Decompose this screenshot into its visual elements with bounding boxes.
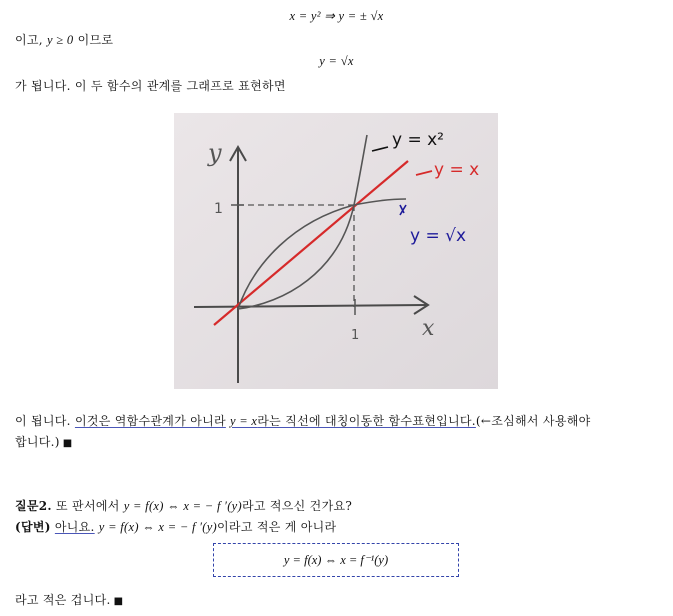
graph-intro-text: 가 됩니다. 이 두 함수의 관계를 그래프로 표현하면 [15, 79, 286, 93]
boxed-equation [213, 543, 459, 577]
question-2-suffix: 라고 적으신 건가요? [241, 499, 353, 513]
paper-background [174, 113, 498, 389]
label-y-sqrt-x: y = √x [410, 226, 467, 246]
tick-x-one-label: 1 [351, 328, 360, 343]
equation-inverse-square: x = y² ⇒ y = ± √x [289, 9, 384, 23]
answer-label: (답변) [15, 520, 51, 534]
result-line-1 [15, 412, 591, 429]
question-2-prefix: 또 판서에서 [56, 499, 120, 513]
result-line2-text: 합니다.) [15, 435, 60, 449]
result-line-2 [15, 433, 73, 450]
condition-line [15, 31, 113, 48]
closing-end-mark: ■ [113, 596, 124, 607]
result-prefix: 이 됩니다. [15, 414, 71, 428]
question-2-math: y = f(x) ⇔ x = − f ′(y) [123, 499, 242, 513]
result-math: y = x [230, 414, 258, 428]
label-y-x-squared: y = x² [392, 130, 444, 150]
condition-math: y ≥ 0 [47, 33, 74, 47]
condition-suffix: 이므로 [77, 33, 114, 47]
closing-line [15, 591, 123, 608]
result-underlined-1: 이것은 역함수관계가 아니라 [74, 414, 226, 428]
axis-y-label: y [208, 139, 222, 167]
answer-suffix: 이라고 적은 게 아니라 [217, 520, 337, 534]
result-underlined-2: 라는 직선에 대칭이동한 함수표현입니다. [257, 414, 476, 428]
equation-sqrt: y = √x [319, 54, 354, 68]
label-y-equals-x: y = x [434, 160, 480, 180]
graph-drawing [174, 113, 498, 389]
result-note: (←조심해서 사용해야 [475, 414, 591, 428]
graph-photo [174, 113, 498, 389]
end-mark: ■ [62, 438, 73, 449]
condition-prefix: 이고, [15, 33, 43, 47]
answer-math: y = f(x) ⇔ x = − f ′(y) [98, 520, 218, 534]
answer [15, 518, 336, 535]
answer-underlined: 아니요. [54, 520, 95, 534]
closing-text: 라고 적은 겁니다. [15, 593, 111, 607]
tick-y-one-label: 1 [214, 201, 223, 217]
question-2 [15, 497, 352, 514]
axis-x-label: x [422, 316, 435, 341]
boxed-equation-text: y = f(x) ⇔ x = f⁻¹(y) [283, 553, 389, 567]
question-2-label: 질문2. [15, 499, 52, 513]
